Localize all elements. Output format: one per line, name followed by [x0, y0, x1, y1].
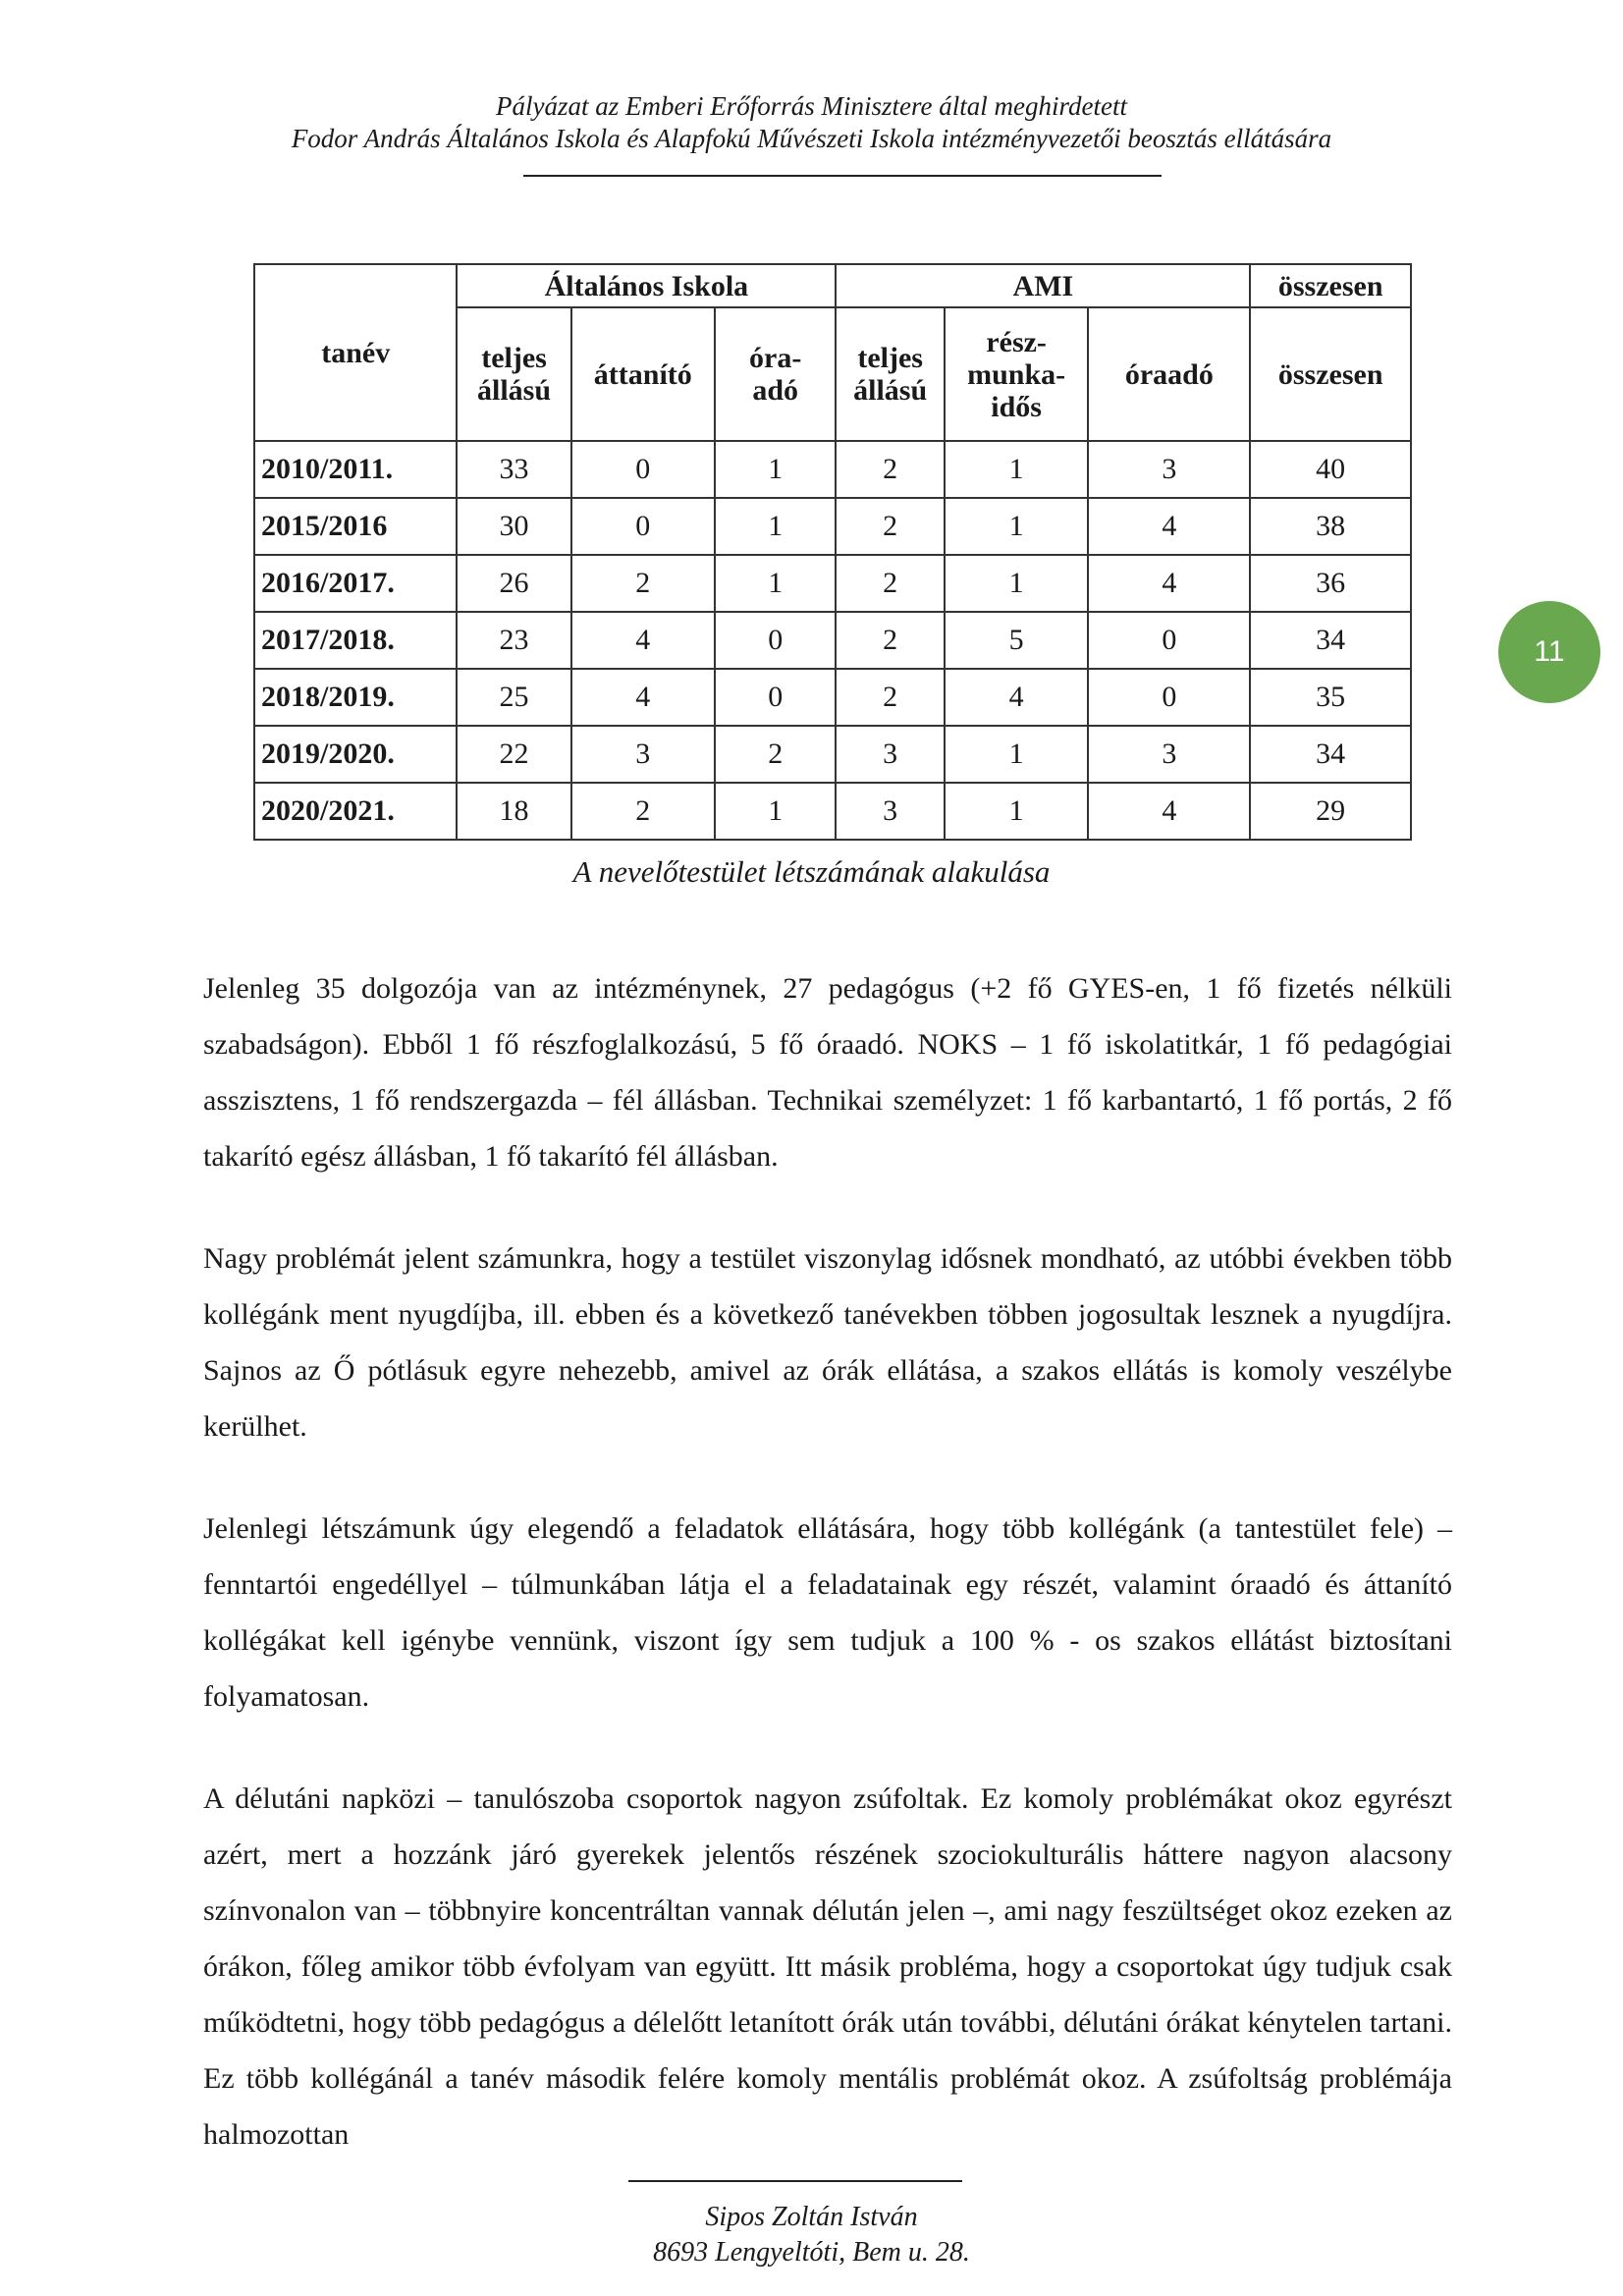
table-cell: 0: [715, 669, 836, 726]
table-cell: 3: [1088, 441, 1250, 498]
table-cell: 36: [1250, 555, 1411, 612]
table-cell: 2: [836, 498, 945, 555]
table-body: [254, 441, 1411, 840]
table-cell: 2: [836, 669, 945, 726]
table-cell: 1: [715, 783, 836, 840]
table-cell: 34: [1250, 726, 1411, 783]
col-header-ai-transfer: áttanító: [571, 307, 715, 441]
table-cell: 23: [457, 612, 570, 669]
table-cell: 3: [1088, 726, 1250, 783]
col-header-ai-full: teljes állású: [457, 307, 570, 441]
table-cell: 2: [571, 783, 715, 840]
table-group-header-row: [254, 264, 1411, 307]
paragraph-afternoon-groups: A délutáni napközi – tanulószoba csoportok nagyon zsúfoltak. Ez komoly problémákat okoz egyrészt azért, mert a hozzánk járó gyerekek jelentős részének szociokulturális háttere nagyon alacsony színvonalon van – többnyire koncentráltan vannak délután jelen –, ami nagy feszültséget okoz ezeken az órákon, főleg amikor több évfolyam van együtt. Itt másik probléma, hogy a csoportokat úgy tudjuk csak működtetni, hogy több pedagógus a délelőtt letanított órák után további, délutáni órákat kénytelen tartani. Ez több kollégánál a tanév második felére komoly mentális problémát okoz. A zsúfoltság problémája halmozottan: [203, 1782, 1452, 2151]
table-cell: 25: [457, 669, 570, 726]
table-cell: 40: [1250, 441, 1411, 498]
table-cell: 1: [945, 498, 1088, 555]
table-cell: 1: [945, 441, 1088, 498]
col-header-ai-hourly: óra- adó: [715, 307, 836, 441]
table-cell: 33: [457, 441, 570, 498]
table-cell: 4: [571, 612, 715, 669]
table-cell: 0: [1088, 669, 1250, 726]
table-cell: 29: [1250, 783, 1411, 840]
table-row: [254, 669, 1411, 726]
table-row: [254, 726, 1411, 783]
table-cell: 1: [945, 555, 1088, 612]
paragraph-staff-overview: Jelenleg 35 dolgozója van az intézménynek, 27 pedagógus (+2 fő GYES-en, 1 fő fizetés nélküli szabadságon). Ebből 1 fő részfoglalkozású, 5 fő óraadó. NOKS – 1 fő iskolatitkár, 1 fő pedagógiai asszisztens, 1 fő rendszergazda – fél állásban. Technikai személyzet: 1 fő karbantartó, 1 fő portás, 2 fő takarító egész állásban, 1 fő takarító fél állásban.: [203, 972, 1452, 1173]
table-cell: 4: [1088, 498, 1250, 555]
table-cell-year: 2016/2017.: [254, 555, 457, 612]
table-cell: 18: [457, 783, 570, 840]
table-cell: 0: [715, 612, 836, 669]
table-cell: 2: [836, 612, 945, 669]
col-header-year: tanév: [254, 264, 457, 441]
table-cell-year: 2017/2018.: [254, 612, 457, 669]
group-header-ami: AMI: [836, 264, 1250, 307]
table-cell: 4: [945, 669, 1088, 726]
group-header-total: összesen: [1250, 264, 1411, 307]
table-cell: 22: [457, 726, 570, 783]
col-header-ami-part-time: rész- munka- idős: [945, 307, 1088, 441]
table-row: [254, 783, 1411, 840]
body-text: [203, 960, 1452, 2209]
col-header-ami-full: teljes állású: [836, 307, 945, 441]
header-divider: [523, 175, 1162, 177]
paragraph-staffing-levels: Jelenlegi létszámunk úgy elegendő a feladatok ellátására, hogy több kollégánk (a tantestület fele) – fenntartói engedéllyel – túlmunkában látja el a feladatainak egy részét, valamint óraadó és áttanító kollégákat kell igénybe vennünk, viszont így sem tudjuk a 100 % - os szakos ellátást biztosítani folyamatosan.: [203, 1512, 1452, 1713]
document-header: [0, 90, 1623, 155]
table-cell: 26: [457, 555, 570, 612]
table-cell-year: 2010/2011.: [254, 441, 457, 498]
document-footer: [0, 2200, 1623, 2270]
table-caption: A nevelőtestület létszámának alakulása: [572, 854, 1051, 889]
table-cell: 4: [571, 669, 715, 726]
table-cell: 3: [836, 726, 945, 783]
table-cell: 1: [715, 555, 836, 612]
table-cell: 0: [571, 498, 715, 555]
table-cell-year: 2015/2016: [254, 498, 457, 555]
footer-divider: [628, 2180, 962, 2182]
table-cell: 38: [1250, 498, 1411, 555]
table-cell: 5: [945, 612, 1088, 669]
col-header-total: összesen: [1250, 307, 1411, 441]
table-cell-year: 2018/2019.: [254, 669, 457, 726]
staff-count-table: [253, 263, 1412, 841]
footer-address: 8693 Lengyeltóti, Bem u. 28.: [653, 2237, 970, 2268]
table-cell: 2: [836, 441, 945, 498]
table-row: [254, 555, 1411, 612]
table-cell: 30: [457, 498, 570, 555]
table-cell: 2: [715, 726, 836, 783]
table-cell: 2: [571, 555, 715, 612]
table-cell: 3: [571, 726, 715, 783]
table-cell: 1: [945, 783, 1088, 840]
table-cell: 34: [1250, 612, 1411, 669]
table-row: [254, 498, 1411, 555]
paragraph-aging-staff: Nagy problémát jelent számunkra, hogy a testület viszonylag idősnek mondható, az utóbbi években több kollégánk ment nyugdíjba, ill. ebben és a következő tanévekben többen jogosultak lesznek a nyugdíjra. Sajnos az Ő pótlásuk egyre nehezebb, amivel az órák ellátása, a szakos ellátás is komoly veszélybe kerülhet.: [203, 1242, 1452, 1443]
header-line-1: Pályázat az Emberi Erőforrás Minisztere által meghirdetett: [496, 91, 1127, 121]
page-number-badge: 11: [1498, 601, 1600, 703]
table-row: [254, 441, 1411, 498]
table-cell: 1: [945, 726, 1088, 783]
header-line-2: Fodor András Általános Iskola és Alapfokú Művészeti Iskola intézményvezetői beosztás ellátására: [291, 124, 1332, 153]
table-cell: 35: [1250, 669, 1411, 726]
col-header-ami-hourly: óraadó: [1088, 307, 1250, 441]
table-cell-year: 2020/2021.: [254, 783, 457, 840]
table-cell-year: 2019/2020.: [254, 726, 457, 783]
table-cell: 0: [571, 441, 715, 498]
table-cell: 3: [836, 783, 945, 840]
table-cell: 2: [836, 555, 945, 612]
table-row: [254, 612, 1411, 669]
table-cell: 1: [715, 498, 836, 555]
table-cell: 4: [1088, 555, 1250, 612]
table-cell: 4: [1088, 783, 1250, 840]
footer-name: Sipos Zoltán István: [705, 2202, 918, 2232]
table-cell: 1: [715, 441, 836, 498]
table-cell: 0: [1088, 612, 1250, 669]
group-header-ai: Általános Iskola: [457, 264, 836, 307]
